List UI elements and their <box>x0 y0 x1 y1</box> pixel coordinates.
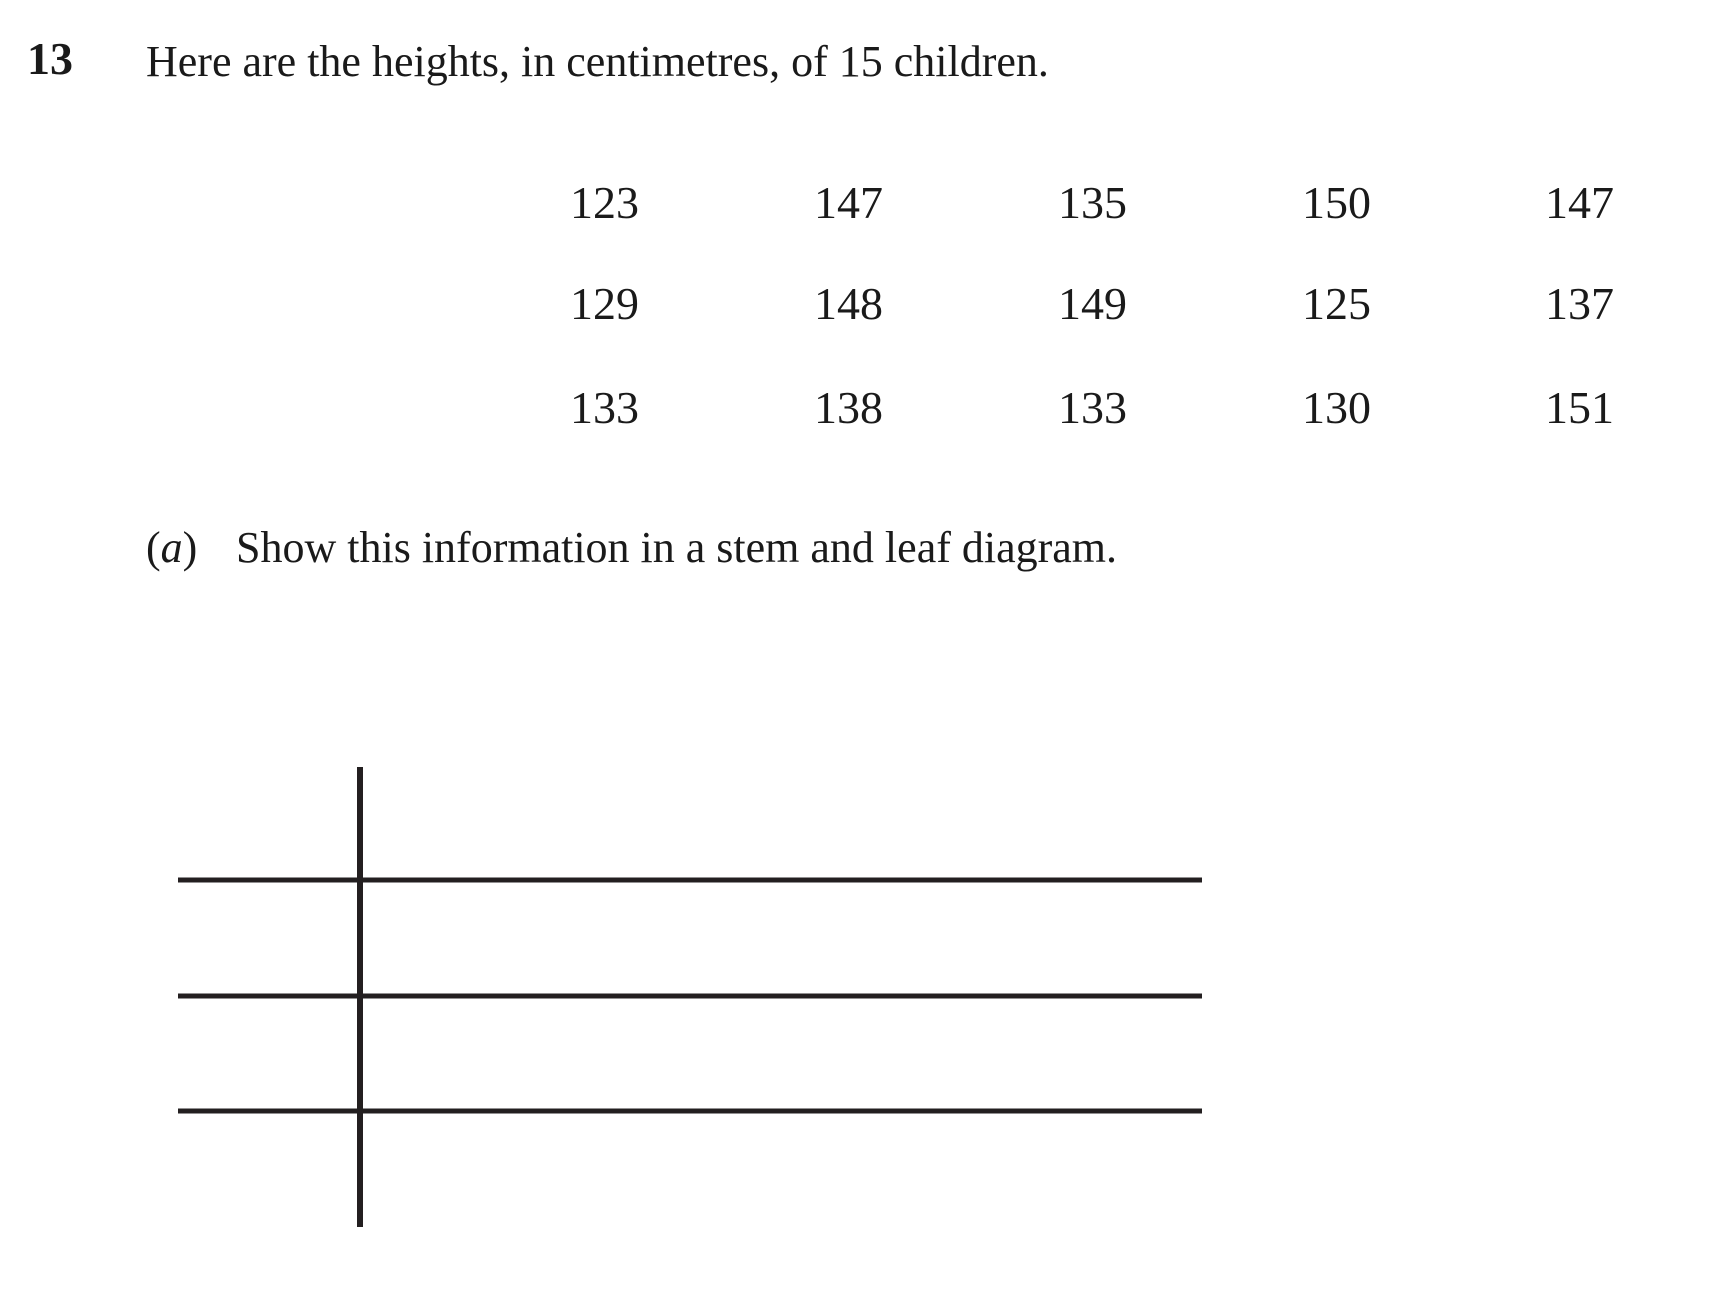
height-value: 133 <box>570 382 639 433</box>
height-value: 148 <box>814 278 883 329</box>
height-value: 147 <box>1545 177 1614 228</box>
question-text: Here are the heights, in centimetres, of 15 children. <box>146 37 1049 86</box>
height-value: 149 <box>1058 278 1127 329</box>
part-a-letter: a <box>160 523 183 572</box>
height-value: 130 <box>1302 382 1371 433</box>
question-number: 13 <box>27 33 73 84</box>
height-value: 129 <box>570 278 639 329</box>
height-value: 147 <box>814 177 883 228</box>
part-a-close-paren: ) <box>182 523 198 572</box>
height-value: 150 <box>1302 177 1371 228</box>
part-a-text: Show this information in a stem and leaf diagram. <box>236 523 1118 572</box>
part-a-open-paren: ( <box>146 523 161 572</box>
height-value: 138 <box>814 382 883 433</box>
height-value: 125 <box>1302 278 1371 329</box>
height-value: 123 <box>570 177 639 228</box>
height-value: 133 <box>1058 382 1127 433</box>
height-value: 151 <box>1545 382 1614 433</box>
height-value: 135 <box>1058 177 1127 228</box>
height-value: 137 <box>1545 278 1614 329</box>
